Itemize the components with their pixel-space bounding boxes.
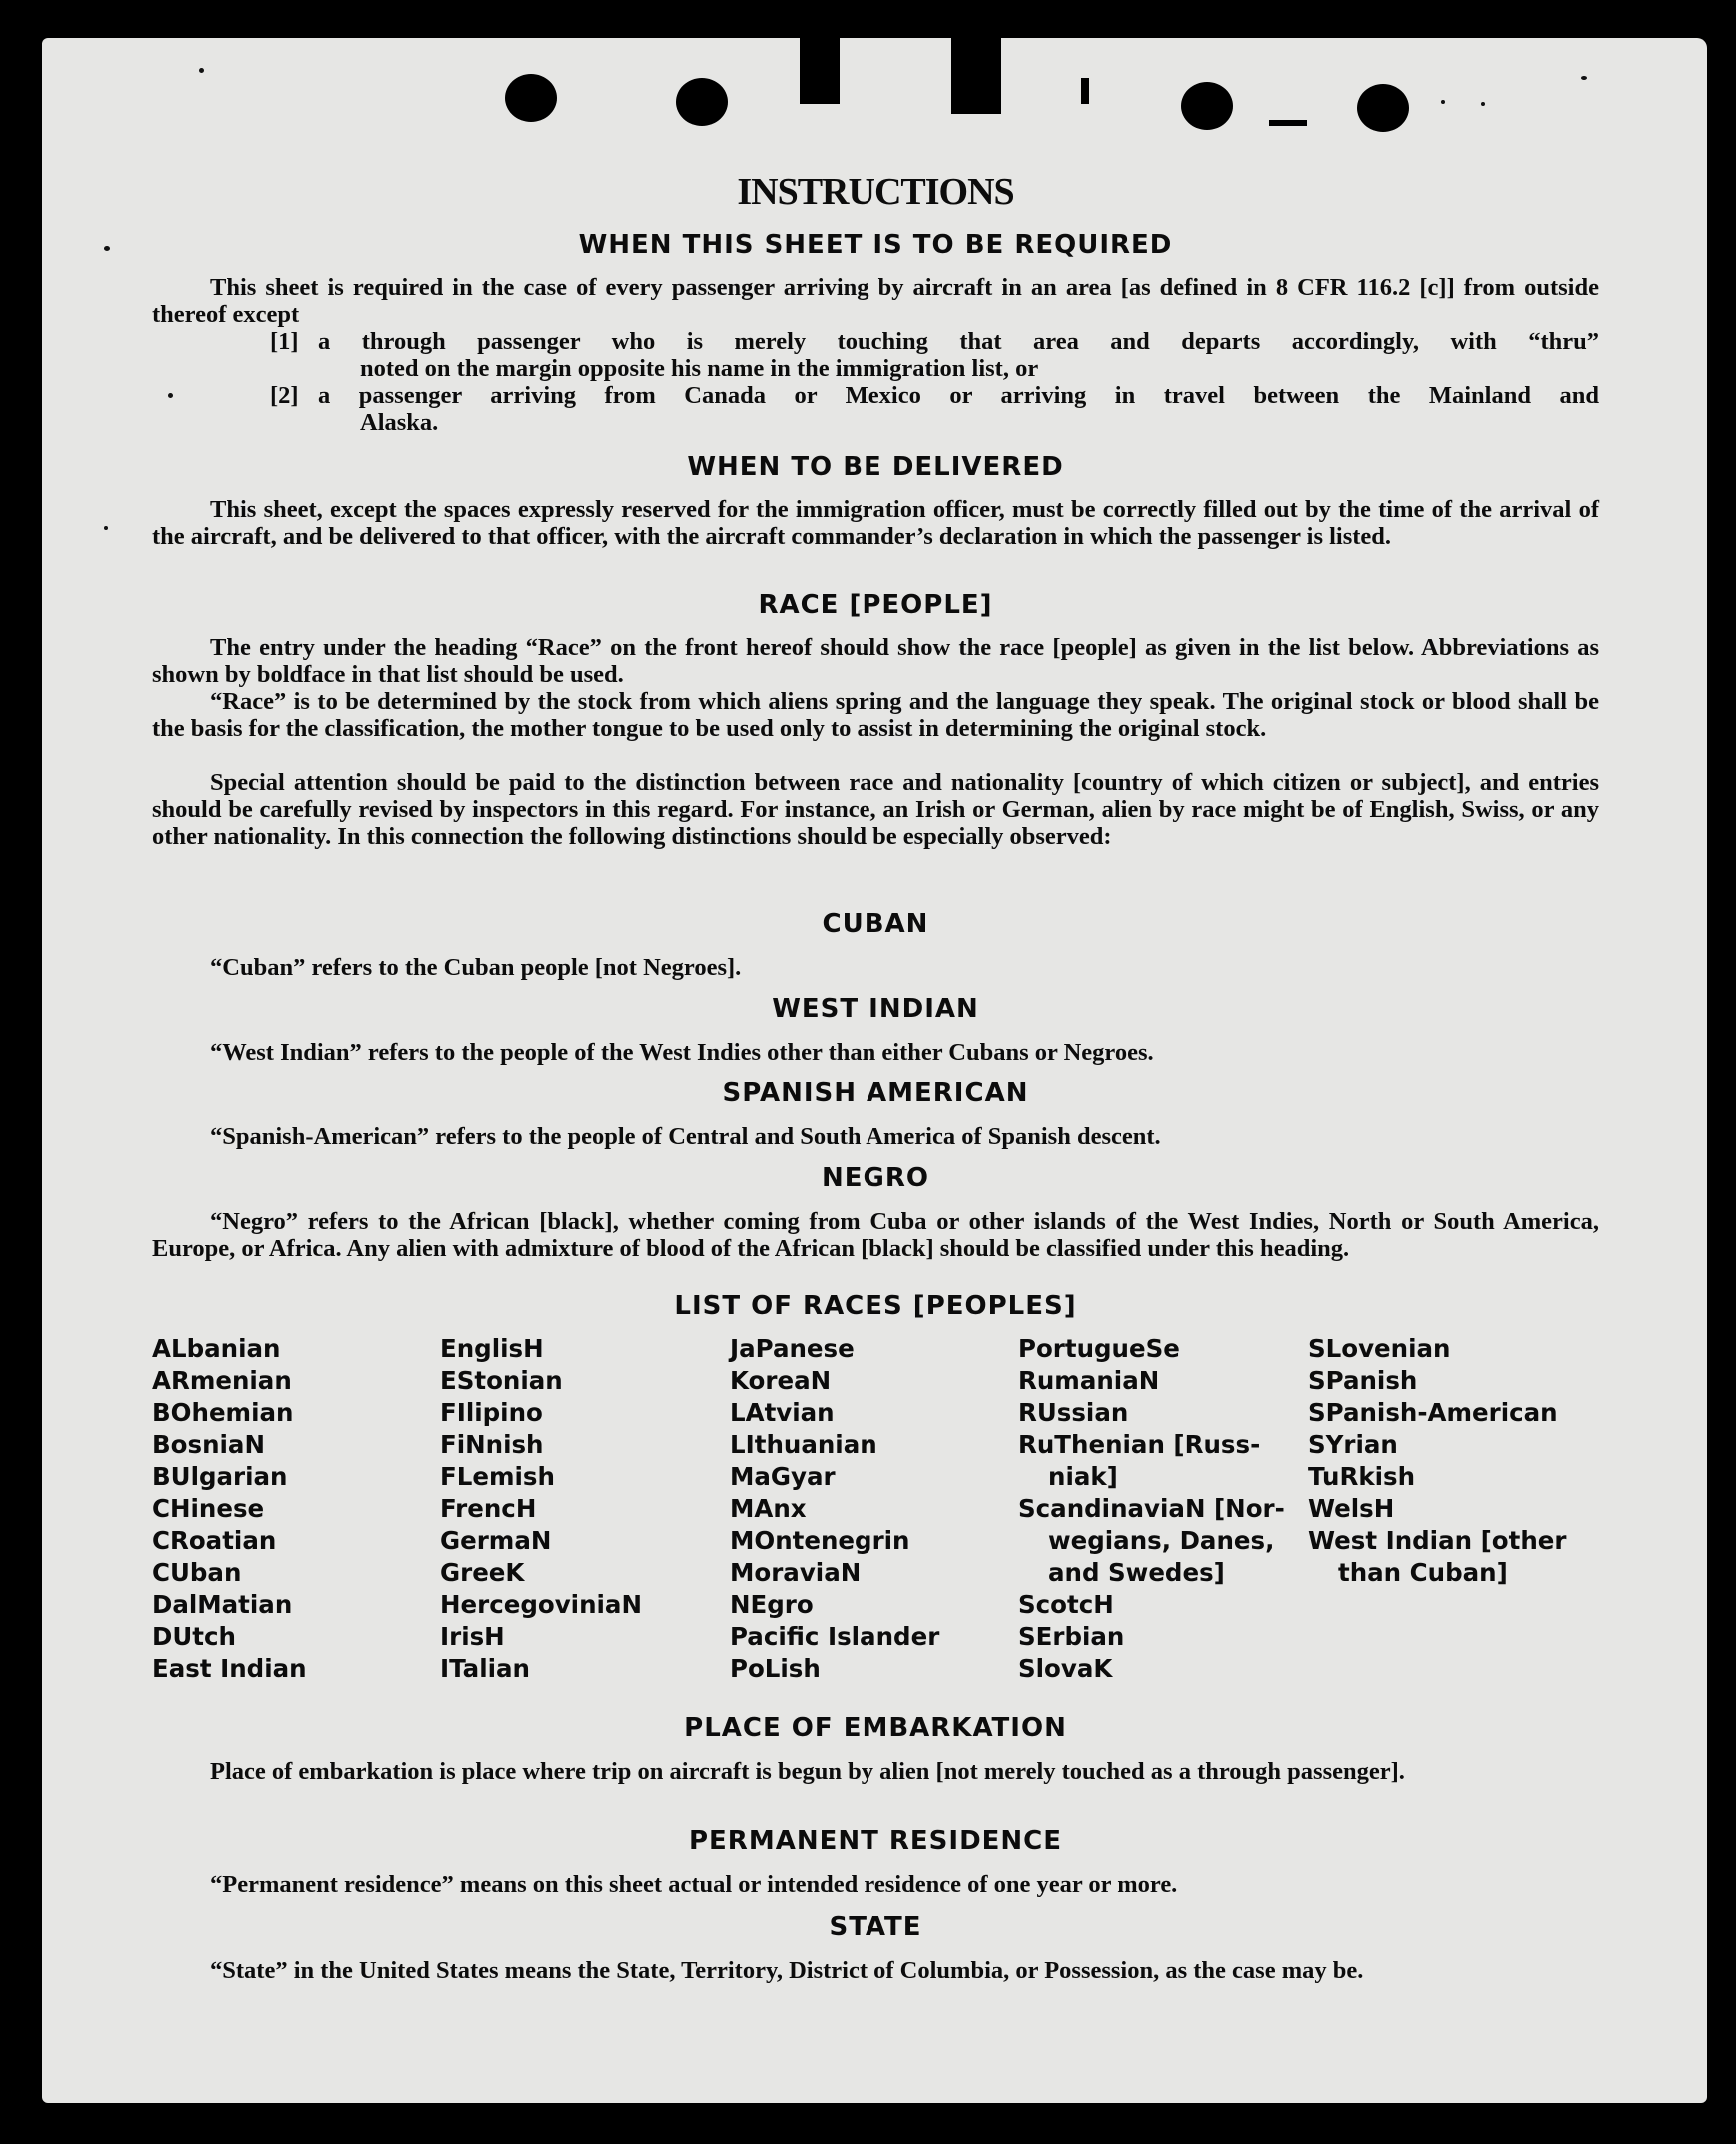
heading-required: WHEN THIS SHEET IS TO BE REQUIRED: [578, 230, 1173, 260]
staple-mark-4: [1269, 120, 1307, 126]
race-item: RumaniaN: [1018, 1366, 1160, 1395]
race-item: MOntenegrin: [730, 1526, 910, 1555]
spanish-american-text: “Spanish-American” refers to the people of Central and South America of Spanish descent.: [210, 1123, 1161, 1150]
races-column-3: [730, 1333, 939, 1685]
race-item: HercegoviniaN: [440, 1590, 642, 1619]
race-item: ARmenian: [152, 1366, 292, 1395]
punch-hole-4: [1357, 84, 1409, 132]
cuban-text: “Cuban” refers to the Cuban people [not Negroes].: [210, 954, 742, 981]
race-item: PoLish: [730, 1654, 821, 1683]
race-item: EnglisH: [440, 1334, 544, 1363]
race-item: NEgro: [730, 1590, 814, 1619]
race-item: EStonian: [440, 1366, 563, 1395]
race-item: GermaN: [440, 1526, 552, 1555]
speck: [199, 68, 204, 73]
races-column-2: [440, 1333, 642, 1685]
race-item-continuation: niak]: [1048, 1462, 1118, 1491]
race-item: DalMatian: [152, 1590, 293, 1619]
race-item: DUtch: [152, 1622, 236, 1651]
race-item: PortugueSe: [1018, 1334, 1180, 1363]
heading-spanish-american: SPANISH AMERICAN: [722, 1078, 1029, 1108]
race-item: SYrian: [1308, 1430, 1398, 1459]
speck: [1441, 100, 1445, 104]
residence-text: “Permanent residence” means on this sheet actual or intended residence of one year or more.: [210, 1871, 1178, 1898]
race-item: SErbian: [1018, 1622, 1125, 1651]
race-item-continuation: wegians, Danes,: [1048, 1526, 1275, 1555]
speck: [104, 246, 110, 251]
race-item: FrencH: [440, 1494, 537, 1523]
race-item: FiNnish: [440, 1430, 544, 1459]
race-item: SPanish-American: [1308, 1398, 1558, 1427]
race-item: IrisH: [440, 1622, 505, 1651]
race-item: WelsH: [1308, 1494, 1395, 1523]
races-column-5: [1308, 1333, 1566, 1589]
page-title: INSTRUCTIONS: [737, 171, 1014, 213]
embarkation-text: Place of embarkation is place where trip on aircraft is begun by alien [not merely touched as a through passenger].: [210, 1758, 1405, 1785]
race-item: BosniaN: [152, 1430, 265, 1459]
race-item: KoreaN: [730, 1366, 832, 1395]
heading-embarkation: PLACE OF EMBARKATION: [684, 1713, 1067, 1743]
exception-1-marker: [1]: [270, 328, 299, 355]
heading-race: RACE [PEOPLE]: [758, 590, 993, 620]
race-paragraph-1: The entry under the heading “Race” on the front hereof should show the race [people] as given in the list below. Abbreviations as shown by boldface in that list should be used.: [152, 634, 1599, 688]
negro-text: “Negro” refers to the African [black], whether coming from Cuba or other islands of the West Indies, North or South America, Europe, or Africa. Any alien with admixture of blood of the African [black] should be classified under this heading.: [152, 1208, 1599, 1262]
race-item: MaGyar: [730, 1462, 836, 1491]
race-item: CHinese: [152, 1494, 265, 1523]
race-item: JaPanese: [730, 1334, 855, 1363]
race-item: GreeK: [440, 1558, 525, 1587]
race-item: SlovaK: [1018, 1654, 1113, 1683]
races-column-4: [1018, 1333, 1285, 1685]
heading-delivered: WHEN TO BE DELIVERED: [687, 452, 1064, 482]
race-item-continuation: than Cuban]: [1338, 1558, 1508, 1587]
required-intro: This sheet is required in the case of every passenger arriving by aircraft in an area [as defined in 8 CFR 116.2 [c]] from outside thereof except: [152, 274, 1599, 328]
race-item: MoraviaN: [730, 1558, 862, 1587]
race-paragraph-3: Special attention should be paid to the distinction between race and nationality [country of which citizen or subject], and entries should be carefully revised by inspectors in this regard. For instance, an Irish or German, alien by race might be of English, Swiss, or any other nationality. In this connection the following distinctions should be especially observed:: [152, 769, 1599, 850]
speck: [1581, 76, 1587, 80]
heading-cuban: CUBAN: [822, 909, 929, 939]
heading-residence: PERMANENT RESIDENCE: [688, 1826, 1063, 1856]
heading-negro: NEGRO: [822, 1163, 929, 1193]
race-item: SLovenian: [1308, 1334, 1451, 1363]
race-item: FLemish: [440, 1462, 555, 1491]
punch-hole-3: [1181, 82, 1233, 130]
race-item: MAnx: [730, 1494, 807, 1523]
race-item: FIlipino: [440, 1398, 543, 1427]
race-item: East Indian: [152, 1654, 307, 1683]
race-item: TuRkish: [1308, 1462, 1416, 1491]
race-item: BUlgarian: [152, 1462, 288, 1491]
heading-state: STATE: [829, 1912, 922, 1942]
race-item: RUssian: [1018, 1398, 1129, 1427]
race-item: CUban: [152, 1558, 242, 1587]
state-text: “State” in the United States means the State, Territory, District of Columbia, or Possession, as the case may be.: [210, 1957, 1364, 1984]
speck: [1481, 102, 1485, 106]
exception-2-line-1: a passenger arriving from Canada or Mexico or arriving in travel between the Mainland and: [318, 382, 1599, 409]
race-item: ITalian: [440, 1654, 530, 1683]
race-paragraph-2: “Race” is to be determined by the stock from which aliens spring and the language they speak. The original stock or blood shall be the basis for the classification, the mother tongue to be used only to assist in determining the original stock.: [152, 688, 1599, 742]
document-sheet: [42, 38, 1707, 2103]
race-item: Pacific Islander: [730, 1622, 940, 1651]
race-item-continuation: and Swedes]: [1048, 1558, 1225, 1587]
races-column-1: [152, 1333, 307, 1685]
race-item: SPanish: [1308, 1366, 1418, 1395]
race-item: RuThenian [Russ-: [1018, 1430, 1261, 1459]
race-item: West Indian [other: [1308, 1526, 1567, 1555]
staple-mark-2: [951, 38, 1001, 114]
exception-2-line-2: Alaska.: [360, 409, 439, 436]
speck: [168, 393, 173, 398]
race-item: CRoatian: [152, 1526, 277, 1555]
west-indian-text: “West Indian” refers to the people of the West Indies other than either Cubans or Negroes.: [210, 1039, 1154, 1066]
speck: [104, 526, 108, 530]
heading-west-indian: WEST INDIAN: [772, 994, 979, 1024]
race-item: LIthuanian: [730, 1430, 877, 1459]
exception-1-line-2: noted on the margin opposite his name in the immigration list, or: [360, 355, 1039, 382]
staple-mark-3: [1081, 78, 1089, 104]
race-item: LAtvian: [730, 1398, 835, 1427]
exception-1-line-1: a through passenger who is merely touching that area and departs accordingly, with “thru”: [318, 328, 1599, 355]
delivered-text: This sheet, except the spaces expressly reserved for the immigration officer, must be correctly filled out by the time of the arrival of the aircraft, and be delivered to that officer, with the aircraft commander’s declaration in which the passenger is listed.: [152, 496, 1599, 550]
race-item: ScotcH: [1018, 1590, 1114, 1619]
punch-hole-2: [676, 78, 728, 126]
race-item: ScandinaviaN [Nor-: [1018, 1494, 1285, 1523]
punch-hole-1: [505, 74, 557, 122]
race-item: ALbanian: [152, 1334, 281, 1363]
staple-mark-1: [800, 38, 840, 104]
exception-2-marker: [2]: [270, 382, 299, 409]
race-item: BOhemian: [152, 1398, 294, 1427]
heading-list-of-races: LIST OF RACES [PEOPLES]: [674, 1291, 1077, 1321]
